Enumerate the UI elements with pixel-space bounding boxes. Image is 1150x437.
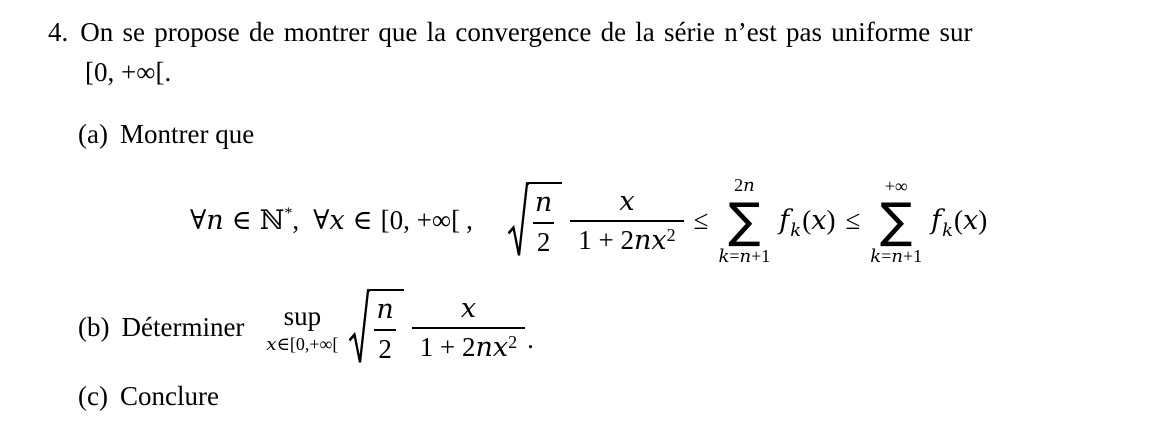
plus-one: +1 — [902, 245, 923, 266]
item-number: 4. — [48, 17, 69, 47]
fraction-x-over-1plus2nx2 — [412, 293, 525, 363]
comma: , — [292, 205, 300, 236]
sup-word: sup — [283, 300, 322, 331]
index-k: k — [870, 245, 882, 267]
naturals-symbol: ℕ — [259, 205, 285, 236]
sum-k-n1-to-2n — [718, 176, 770, 266]
leq-sign: ≤ — [845, 205, 861, 236]
constraint-interval: ∈[0,+∞[ — [276, 333, 339, 354]
sqrt-n-over-2 — [348, 289, 403, 366]
part-a-label: (a) — [78, 119, 108, 150]
den-constant: 1 + 2 — [578, 225, 634, 255]
var-x: x — [266, 333, 277, 355]
element-of-symbol: ∈ — [231, 205, 252, 236]
part-c — [78, 377, 1150, 417]
fraction-denominator: 1 + 2nx2 — [412, 327, 525, 363]
var-n: n — [206, 205, 224, 237]
fraction-numerator: x — [619, 185, 635, 217]
plus-one: +1 — [751, 246, 771, 266]
display-equation — [190, 163, 1150, 279]
radical-sign-icon — [507, 182, 529, 259]
den-constant: 1 + 2 — [419, 332, 476, 362]
fraction-denominator: 2 — [374, 329, 396, 365]
var-x: x — [329, 205, 345, 237]
quantifiers: ∀n ∈ ℕ*, ∀x ∈ [0, +∞[ , — [190, 205, 473, 237]
fraction-denominator: 2 — [533, 222, 555, 258]
part-a — [78, 115, 1150, 155]
equals-sign: = — [881, 245, 892, 266]
radical-sign-icon — [348, 289, 370, 366]
sqrt-n-over-2 — [507, 182, 562, 259]
part-c-text: Conclure — [119, 381, 219, 412]
function-f: f — [931, 205, 942, 237]
fraction-denominator: 1 + 2nx2 — [570, 220, 683, 256]
part-c-label: (c) — [78, 381, 108, 412]
left-paren: ( — [802, 205, 812, 236]
leq-sign: ≤ — [693, 205, 709, 236]
fraction-numerator: n — [376, 294, 394, 326]
f-k-of-x: fk(x) — [931, 205, 988, 242]
item-4-intro-line — [48, 13, 1150, 51]
fraction-numerator: n — [534, 187, 553, 219]
sum-lower-limit — [718, 247, 770, 266]
period: . — [527, 324, 534, 355]
forall-symbol: ∀ — [313, 205, 330, 236]
var-x: x — [963, 205, 979, 237]
den-variables: nx — [475, 332, 509, 363]
element-of-symbol: ∈ — [352, 205, 373, 236]
radicand — [370, 289, 403, 366]
sup-constraint — [266, 335, 338, 354]
sigma-icon: ∑ — [728, 193, 761, 249]
part-b — [78, 281, 1150, 375]
part-b-label: (b) — [78, 312, 110, 343]
fraction-n-over-2 — [531, 187, 556, 257]
interval-text: [0, +∞[. — [85, 57, 172, 87]
fraction-n-over-2 — [372, 294, 397, 364]
limit-n: n — [739, 246, 752, 267]
item-intro-text: On se propose de montrer que la convergence de la série n’est pas uniforme sur — [80, 17, 973, 47]
sup-operator — [266, 300, 339, 355]
part-b-text: Déterminer — [121, 312, 245, 343]
interval-line — [85, 53, 1150, 91]
sum-k-n1-to-infinity — [870, 177, 922, 266]
index-k: k — [718, 246, 730, 267]
limit-n: n — [891, 245, 903, 267]
sum-lower-limit — [870, 247, 922, 266]
sigma-icon: ∑ — [880, 192, 913, 249]
f-k-of-x: fk(x) — [779, 205, 836, 242]
limit-2: 2 — [734, 175, 744, 195]
comma: , — [466, 205, 473, 236]
radicand — [529, 182, 562, 259]
right-paren: ) — [978, 205, 988, 236]
limit-n: n — [743, 175, 755, 196]
fraction-x-over-1plus2nx2 — [570, 186, 683, 256]
forall-symbol: ∀ — [190, 205, 207, 236]
function-f: f — [779, 205, 790, 237]
limit-plus-infinity: +∞ — [884, 175, 908, 196]
sum-upper-limit — [885, 177, 908, 195]
equals-sign: = — [729, 246, 740, 266]
den-variables: nx — [634, 225, 667, 256]
right-paren: ) — [826, 205, 836, 236]
var-x: x — [811, 205, 827, 237]
left-paren: ( — [954, 205, 964, 236]
fraction-numerator: x — [460, 292, 477, 324]
interval-symbol: [0, +∞[ — [380, 205, 461, 236]
part-a-text: Montrer que — [119, 119, 255, 150]
